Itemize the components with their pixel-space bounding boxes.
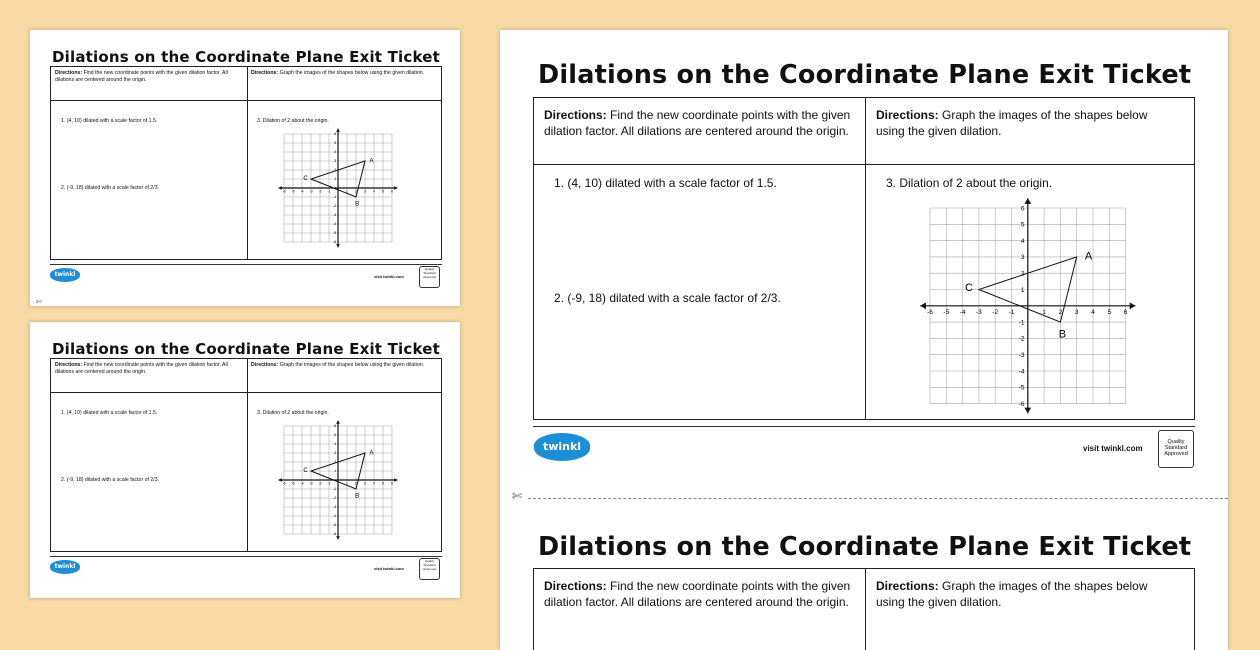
y-tick-label: 4 [334,442,337,447]
point-label-c: C [303,467,308,474]
x-axis-arrow [394,478,397,482]
x-tick-label: -5 [943,308,950,316]
x-tick-label: -4 [300,189,304,194]
y-tick-label: -3 [333,213,337,218]
x-tick-label: 3 [364,481,366,486]
y-tick-label: 6 [334,132,337,137]
y-tick-label: -1 [333,195,337,200]
ticket-table [50,66,442,260]
quality-badge: Quality Standard Approved [419,558,440,580]
x-tick-label: -5 [291,481,295,486]
y-axis-arrow [336,129,340,132]
question-3: 3. Dilation of 2 about the origin. [886,176,1053,190]
x-tick-label: -1 [327,189,331,194]
point-label-b: B [355,201,360,208]
y-tick-label: -2 [1018,335,1025,343]
x-tick-label: 4 [373,481,375,486]
scissors-icon: ✄ [36,299,42,306]
point-label-a: A [369,158,374,165]
point-label-b: B [1058,328,1067,341]
y-tick-label: 6 [1020,205,1025,213]
y-axis-arrow [1024,408,1031,414]
y-axis-arrow [336,421,340,424]
column-divider [865,569,866,650]
y-axis-arrow [1024,198,1031,204]
x-tick-label: 3 [364,189,366,194]
x-tick-label: -2 [992,308,999,316]
point-label-a: A [1084,250,1093,263]
point-label-a: A [369,450,374,457]
y-tick-label: -2 [333,204,337,209]
x-tick-label: 1 [346,189,348,194]
y-tick-label: -2 [333,496,337,501]
ticket-table-second [533,568,1195,650]
right-directions: Directions: Graph the images of the shapes below using the given dilation. [876,579,1148,609]
x-tick-label: -3 [976,308,982,316]
point-label-b: B [355,493,360,500]
footer-link[interactable]: visit twinkl.com [374,566,404,571]
y-tick-label: -4 [333,222,337,227]
y-tick-label: 3 [334,451,337,456]
y-tick-label: -1 [333,487,337,492]
x-tick-label: 2 [355,189,357,194]
x-tick-label: -3 [309,189,313,194]
page-title: Dilations on the Coordinate Plane Exit Ticket [538,60,1192,90]
question-2: 2. (-9, 18) dilated with a scale factor of 2/3. [554,291,781,305]
question-3: 3. Dilation of 2 about the origin. [257,410,329,416]
x-tick-label: 5 [382,189,384,194]
quality-badge: Quality Standard Approved [1158,430,1194,468]
footer-rule [50,264,442,265]
page-title: Dilations on the Coordinate Plane Exit Ticket [52,48,440,66]
y-tick-label: 5 [334,141,337,146]
y-tick-label: 4 [334,150,337,155]
x-tick-label: 6 [391,189,393,194]
ticket-table [50,358,442,552]
question-3: 3. Dilation of 2 about the origin. [257,118,329,124]
x-tick-label: -6 [282,481,286,486]
thumbnail-sheet-1[interactable] [30,30,460,306]
question-2: 2. (-9, 18) dilated with a scale factor of 2/3. [61,185,160,191]
footer-rule [533,426,1195,427]
cut-line [528,498,1228,499]
left-directions: Directions: Find the new coordinate points with the given dilation factor. All dilations are centered around the origin. [55,70,228,83]
y-tick-label: 2 [334,460,337,465]
x-tick-label: 4 [373,189,375,194]
x-tick-label: -3 [309,481,313,486]
footer-rule [50,556,442,557]
question-1: 1. (4, 10) dilated with a scale factor of 1.5. [61,410,158,416]
footer-link[interactable]: visit twinkl.com [374,274,404,279]
point-label-c: C [303,175,308,182]
twinkl-logo: twinkl [50,268,80,282]
y-tick-label: -4 [1018,368,1025,376]
x-tick-label: 2 [355,481,357,486]
question-1: 1. (4, 10) dilated with a scale factor of 1.5. [554,176,777,190]
question-1: 1. (4, 10) dilated with a scale factor of 1.5. [61,118,158,124]
right-directions: Directions: Graph the images of the shapes below using the given dilation. [251,362,425,368]
y-axis-arrow [336,536,340,539]
y-tick-label: 2 [334,168,337,173]
y-tick-label: -3 [333,505,337,510]
x-tick-label: -6 [927,308,933,316]
x-tick-label: -5 [291,189,295,194]
x-tick-label: 4 [1091,308,1095,316]
x-tick-label: 1 [346,481,348,486]
y-tick-label: 3 [1020,254,1025,262]
left-directions: Directions: Find the new coordinate points with the given dilation factor. All dilations are centered around the origin. [544,579,851,609]
page-title-second: Dilations on the Coordinate Plane Exit Ticket [538,532,1192,562]
y-tick-label: 1 [334,469,337,474]
y-tick-label: 1 [334,177,337,182]
question-2: 2. (-9, 18) dilated with a scale factor of 2/3. [61,477,160,483]
twinkl-logo: twinkl [534,433,590,461]
left-directions: Directions: Find the new coordinate points with the given dilation factor. All dilations are centered around the origin. [55,362,228,375]
page-title: Dilations on the Coordinate Plane Exit Ticket [52,340,440,358]
x-tick-label: -1 [1008,308,1015,316]
x-axis-arrow [920,302,926,309]
x-tick-label: 1 [1042,308,1046,316]
y-tick-label: 3 [334,159,337,164]
x-tick-label: -4 [300,481,304,486]
y-tick-label: 6 [334,424,337,429]
y-tick-label: -6 [333,240,337,245]
x-tick-label: 2 [1058,308,1063,316]
y-axis-arrow [336,244,340,247]
x-axis-arrow [1130,302,1136,309]
x-tick-label: -2 [318,481,322,486]
x-tick-label: -4 [959,308,966,316]
y-tick-label: -4 [333,514,337,519]
footer-link[interactable]: visit twinkl.com [1083,444,1143,453]
y-tick-label: 1 [1020,286,1025,294]
x-tick-label: 6 [391,481,393,486]
x-axis-arrow [279,186,282,190]
thumbnail-sheet-2[interactable] [30,322,460,598]
coordinate-graph [534,98,1196,421]
y-tick-label: -3 [1018,351,1025,359]
x-tick-label: 5 [1107,308,1112,316]
x-axis-arrow [279,478,282,482]
x-tick-label: 6 [1123,308,1128,316]
quality-badge: Quality Standard Approved [419,266,440,288]
x-tick-label: 5 [382,481,384,486]
y-tick-label: -6 [333,532,337,537]
y-tick-label: -5 [1018,384,1025,392]
coordinate-graph [51,359,443,553]
scissors-icon: ✄ [512,489,523,503]
ticket-table [533,97,1195,420]
x-tick-label: 3 [1074,308,1079,316]
left-directions: Directions: Find the new coordinate points with the given dilation factor. All dilations are centered around the origin. [544,108,851,138]
right-directions: Directions: Graph the images of the shapes below using the given dilation. [876,108,1148,138]
twinkl-logo: twinkl [50,560,80,574]
y-tick-label: -1 [1018,319,1025,327]
y-tick-label: -6 [1018,400,1025,408]
right-directions: Directions: Graph the images of the shapes below using the given dilation. [251,70,425,76]
y-tick-label: -5 [333,231,337,236]
coordinate-graph [51,67,443,261]
x-axis-arrow [394,186,397,190]
y-tick-label: 5 [334,433,337,438]
point-label-c: C [965,282,974,295]
x-tick-label: -1 [327,481,331,486]
y-tick-label: 4 [1020,237,1025,245]
x-tick-label: -6 [282,189,286,194]
y-tick-label: 5 [1020,221,1025,229]
y-tick-label: 2 [1020,270,1025,278]
x-tick-label: -2 [318,189,322,194]
y-tick-label: -5 [333,523,337,528]
main-preview-sheet[interactable] [500,30,1228,650]
